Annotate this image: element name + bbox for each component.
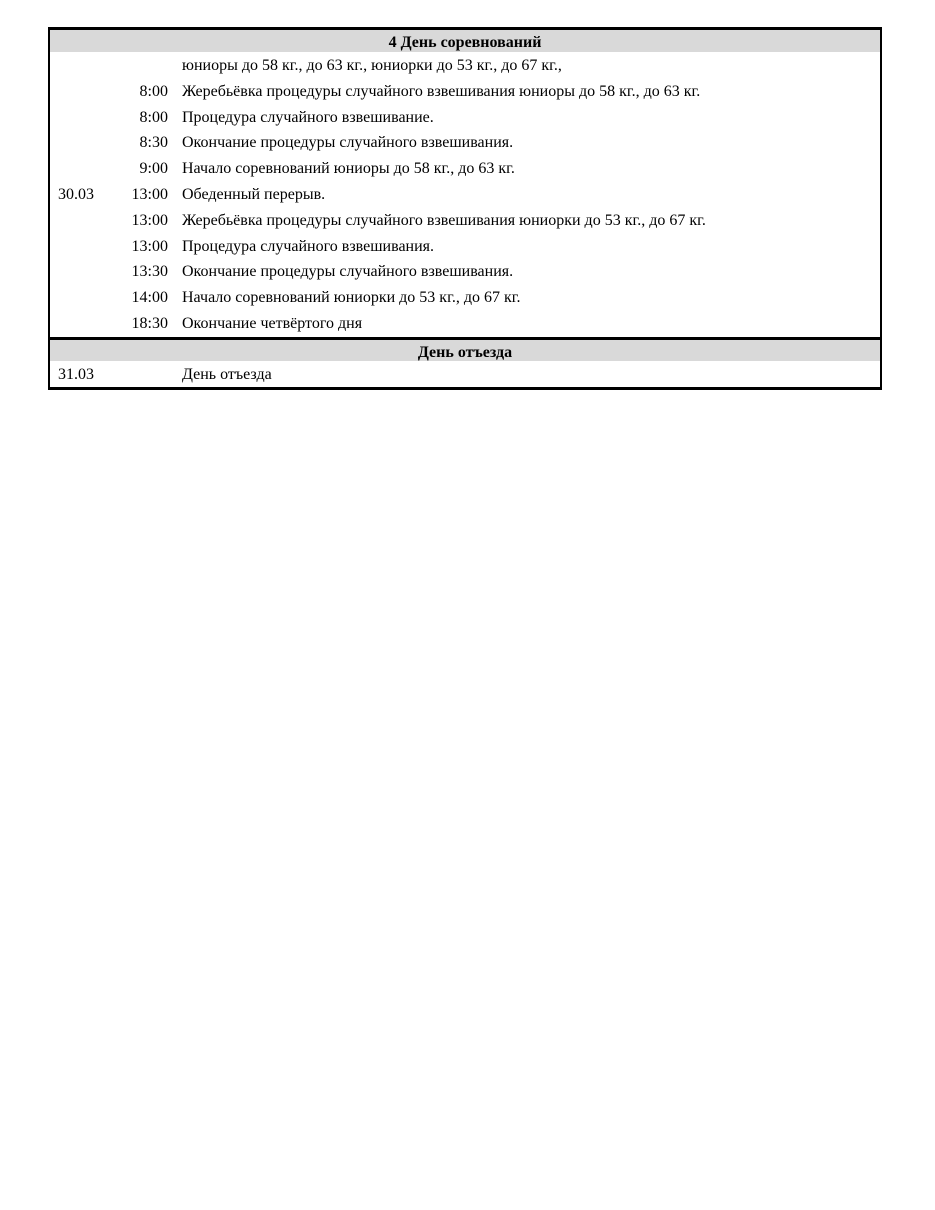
row-time: 9:00 <box>139 160 168 178</box>
row-description: Начало соревнований юниорки до 53 кг., до 67 кг. <box>182 289 521 307</box>
row-description: Процедура случайного взвешивания. <box>182 237 435 255</box>
schedule-row <box>50 182 880 208</box>
departure-header: День отъезда <box>50 337 880 362</box>
row-description: Процедура случайного взвешивание. <box>182 108 434 126</box>
row-time: 13:00 <box>131 237 168 255</box>
row-time: 8:00 <box>139 108 168 126</box>
row-time: 8:30 <box>139 134 168 152</box>
schedule-table <box>48 27 882 390</box>
schedule-row <box>50 208 880 234</box>
schedule-row <box>50 156 880 182</box>
row-description: Жеребьёвка процедуры случайного взвешивания юниоры до 58 кг., до 63 кг. <box>182 82 701 100</box>
row-time: 18:30 <box>131 314 168 332</box>
schedule-row <box>50 79 880 105</box>
schedule-row <box>50 105 880 131</box>
schedule-row <box>50 130 880 156</box>
row-description: Окончание процедуры случайного взвешивания. <box>182 134 514 152</box>
row-description: Начало соревнований юниоры до 58 кг., до 63 кг. <box>182 160 515 178</box>
row-time: 8:00 <box>139 82 168 100</box>
schedule-row <box>50 234 880 260</box>
row-description: Обеденный перерыв. <box>182 185 326 203</box>
row-description: Окончание процедуры случайного взвешивания. <box>182 263 514 281</box>
departure-description: День отъезда <box>182 365 272 383</box>
row-time: 13:00 <box>131 185 168 203</box>
row-time: 14:00 <box>131 289 168 307</box>
schedule-row <box>50 311 880 337</box>
day4-block <box>50 53 880 337</box>
departure-row <box>50 362 880 387</box>
schedule-row <box>50 53 880 79</box>
row-time: 13:30 <box>131 263 168 281</box>
row-description: Жеребьёвка процедуры случайного взвешивания юниорки до 53 кг., до 67 кг. <box>182 211 706 229</box>
day4-date: 30.03 <box>58 186 94 203</box>
departure-date: 31.03 <box>58 365 94 383</box>
row-description: Окончание четвёртого дня <box>182 314 363 332</box>
schedule-row <box>50 259 880 285</box>
row-time: 13:00 <box>131 211 168 229</box>
row-description: юниоры до 58 кг., до 63 кг., юниорки до 53 кг., до 67 кг., <box>182 57 562 74</box>
schedule-row <box>50 285 880 311</box>
day4-header: 4 День соревнований <box>50 30 880 53</box>
